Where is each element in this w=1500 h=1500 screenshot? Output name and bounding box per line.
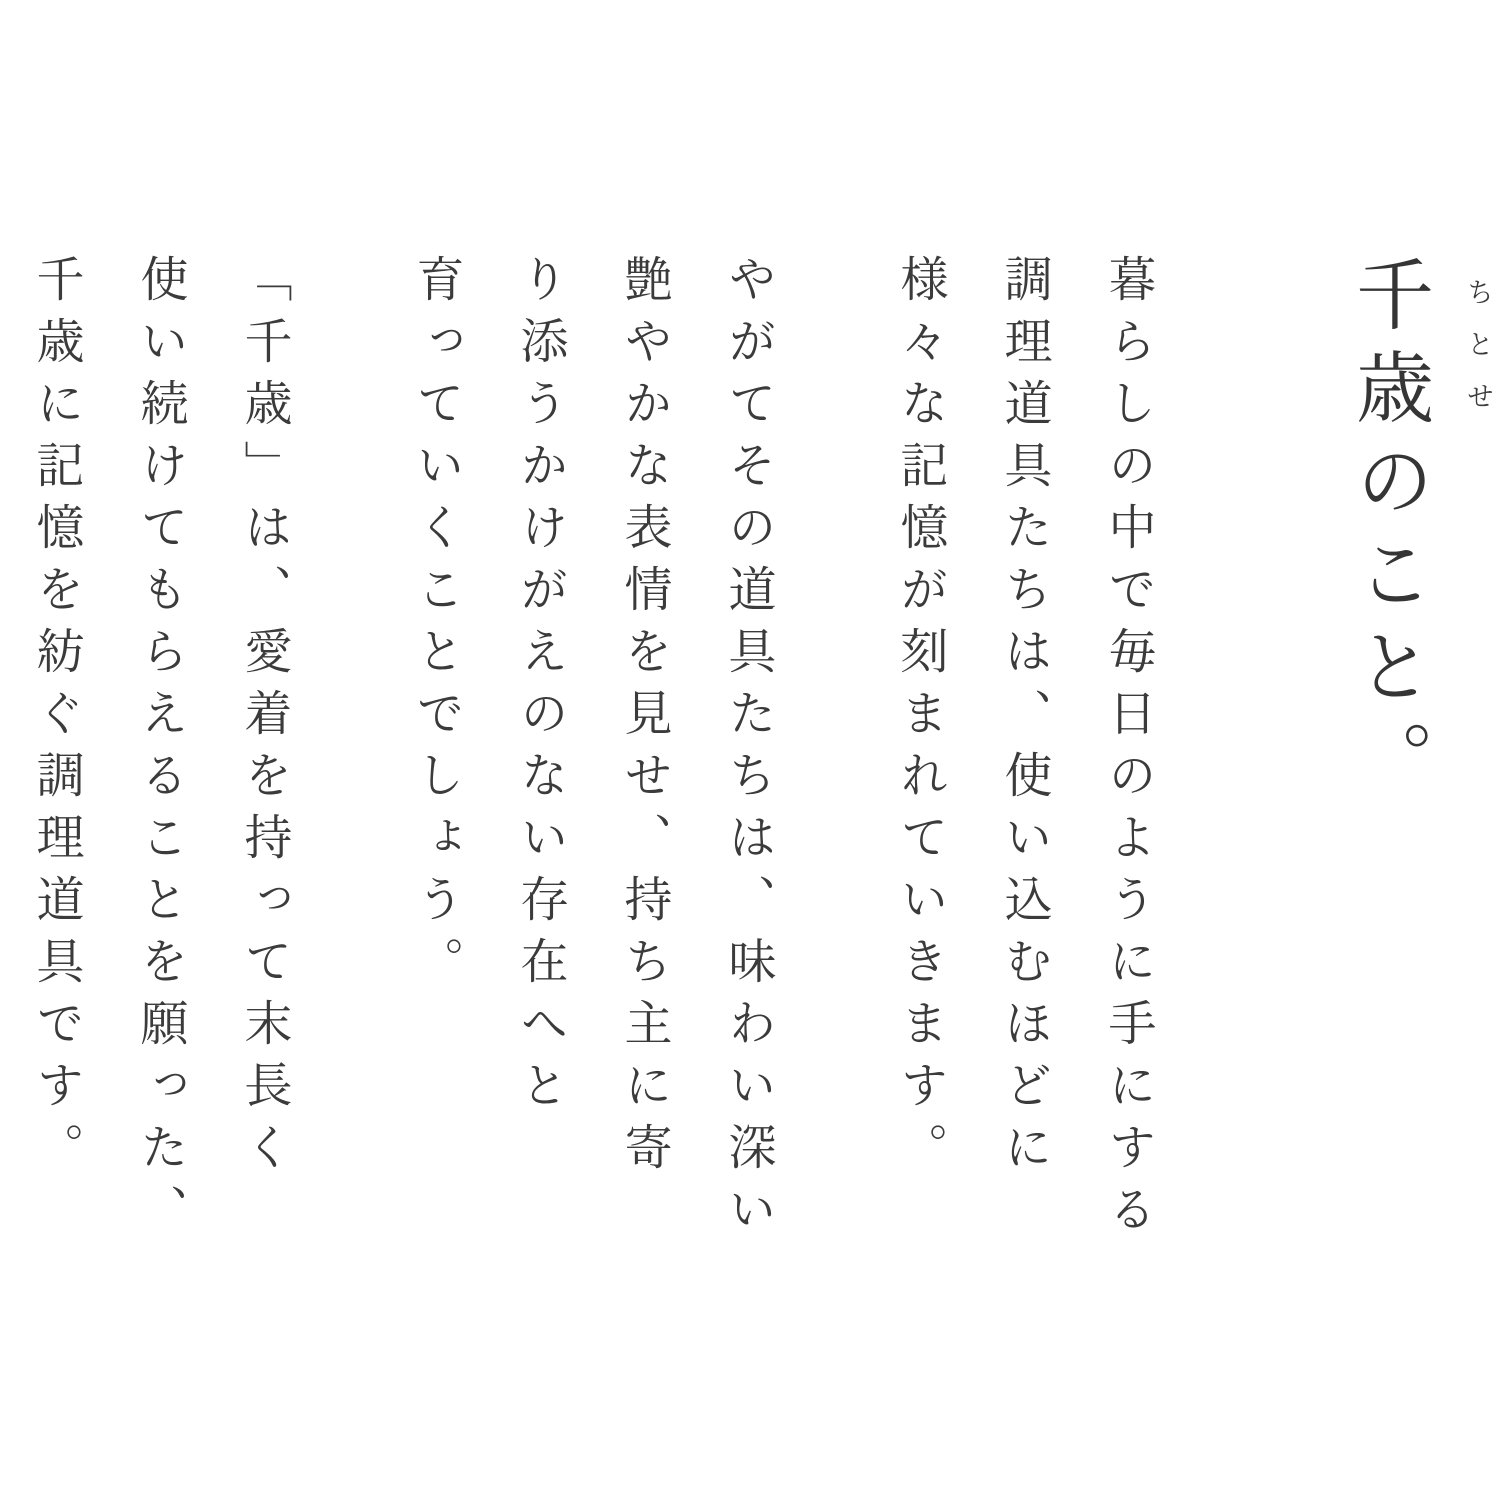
text-line: 千歳に記憶を紡ぐ調理道具です。 [28, 254, 84, 1184]
paragraph-3 [4, 254, 316, 1266]
text-line: 「千歳」は、愛着を持って末長く [236, 254, 292, 1184]
text-line: 調理道具たちは、使い込むほどに [996, 254, 1052, 1184]
text-line: 艶やかな表情を見せ、持ち主に寄 [616, 254, 672, 1184]
text-line: 暮らしの中で毎日のように手にする [1100, 254, 1156, 1246]
paragraph-1 [868, 254, 1180, 1266]
page-title: 千歳のこと。 [1343, 254, 1433, 812]
text-line: 育っていくことでしょう。 [408, 254, 464, 998]
title-furigana: ちとせ [1462, 278, 1493, 434]
text-line: やがてその道具たちは、味わい深い [720, 254, 776, 1246]
text-line: り添うかけがえのない存在へと [512, 254, 568, 1122]
paragraph-2 [384, 254, 800, 1266]
text-line: 様々な記憶が刻まれていきます。 [892, 254, 948, 1184]
text-line: 使い続けてもらえることを願った、 [132, 254, 188, 1246]
brand-story-article [4, 254, 1494, 1266]
